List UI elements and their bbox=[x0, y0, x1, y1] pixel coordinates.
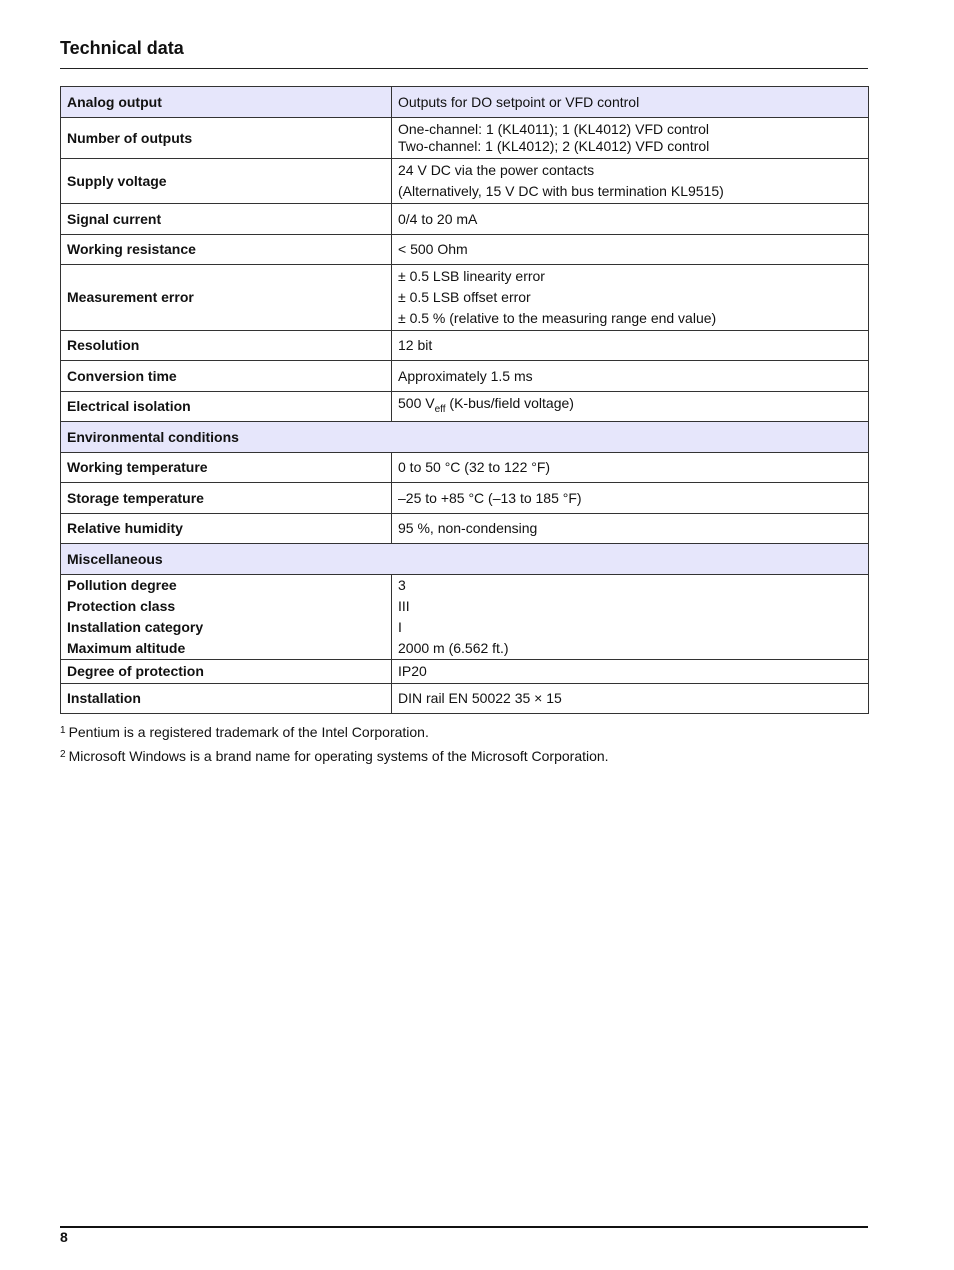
row-value: Approximately 1.5 ms bbox=[392, 361, 869, 392]
row-value: –25 to +85 °C (–13 to 185 °F) bbox=[392, 483, 869, 514]
table-row-analog-output bbox=[61, 87, 869, 118]
row-label: Working temperature bbox=[61, 453, 392, 483]
row-label: Conversion time bbox=[61, 361, 392, 392]
row-label: Supply voltage bbox=[61, 159, 392, 204]
value-line: III bbox=[398, 598, 410, 614]
value-line: I bbox=[398, 619, 402, 635]
row-label: Analog output bbox=[61, 87, 392, 118]
row-label: Number of outputs bbox=[61, 118, 392, 159]
table-row-supply-voltage bbox=[61, 159, 869, 204]
row-label: Working resistance bbox=[61, 235, 392, 265]
row-label: Degree of protection bbox=[61, 660, 392, 684]
row-value bbox=[392, 159, 869, 204]
row-value bbox=[392, 118, 869, 159]
table-row-conversion-time bbox=[61, 361, 869, 392]
row-value: DIN rail EN 50022 35 × 15 bbox=[392, 684, 869, 714]
row-value: 95 %, non-condensing bbox=[392, 514, 869, 544]
table-row-misc-group bbox=[61, 575, 869, 660]
row-value: IP20 bbox=[392, 660, 869, 684]
row-label: Electrical isolation bbox=[61, 392, 392, 422]
table-row-storage-temperature bbox=[61, 483, 869, 514]
label-line: Pollution degree bbox=[67, 577, 177, 593]
footer-divider bbox=[60, 1226, 868, 1228]
label-line: Installation category bbox=[67, 619, 204, 635]
value-line: One-channel: 1 (KL4011); 1 (KL4012) VFD control bbox=[398, 121, 710, 137]
title-divider bbox=[60, 68, 868, 69]
table-row-relative-humidity bbox=[61, 514, 869, 544]
row-label: Resolution bbox=[61, 331, 392, 361]
row-label: Storage temperature bbox=[61, 483, 392, 514]
value-line: (Alternatively, 15 V DC with bus termination KL9515) bbox=[398, 183, 724, 199]
table-row-electrical-isolation bbox=[61, 392, 869, 422]
table-row-working-resistance bbox=[61, 235, 869, 265]
table-row-working-temperature bbox=[61, 453, 869, 483]
row-label: Installation bbox=[61, 684, 392, 714]
value-line: Two-channel: 1 (KL4012); 2 (KL4012) VFD control bbox=[398, 138, 710, 154]
row-value: 12 bit bbox=[392, 331, 869, 361]
value-subscript: eff bbox=[434, 403, 446, 415]
table-row-resolution bbox=[61, 331, 869, 361]
value-line: ± 0.5 LSB linearity error bbox=[398, 268, 545, 284]
row-value: Outputs for DO setpoint or VFD control bbox=[392, 87, 869, 118]
footnote-text: Microsoft Windows is a brand name for operating systems of the Microsoft Corporation. bbox=[68, 748, 609, 764]
table-row-number-of-outputs bbox=[61, 118, 869, 159]
row-value: < 500 Ohm bbox=[392, 235, 869, 265]
page-title: Technical data bbox=[60, 38, 184, 58]
label-line: Maximum altitude bbox=[67, 640, 186, 656]
row-value: 0 to 50 °C (32 to 122 °F) bbox=[392, 453, 869, 483]
row-label: Measurement error bbox=[61, 265, 392, 331]
value-line: 2000 m (6.562 ft.) bbox=[398, 640, 509, 656]
row-label bbox=[61, 575, 392, 660]
value-prefix: 500 V bbox=[398, 395, 435, 412]
technical-data-table bbox=[60, 86, 869, 714]
table-row-installation bbox=[61, 684, 869, 714]
value-suffix: (K-bus/field voltage) bbox=[445, 395, 574, 412]
footnote bbox=[60, 748, 609, 764]
value-line: ± 0.5 LSB offset error bbox=[398, 289, 531, 305]
section-header: Miscellaneous bbox=[61, 544, 869, 575]
value-line: 3 bbox=[398, 577, 406, 593]
row-value bbox=[392, 392, 869, 422]
footnote-marker: 2 bbox=[60, 749, 66, 760]
table-row-degree-of-protection bbox=[61, 660, 869, 684]
section-row-miscellaneous bbox=[61, 544, 869, 575]
value-line: ± 0.5 % (relative to the measuring range end value) bbox=[398, 310, 717, 326]
table-row-signal-current bbox=[61, 204, 869, 235]
footnote-text: Pentium is a registered trademark of the Intel Corporation. bbox=[68, 724, 429, 740]
footnote-marker: 1 bbox=[60, 725, 66, 736]
section-header: Environmental conditions bbox=[61, 422, 869, 453]
row-label: Relative humidity bbox=[61, 514, 392, 544]
row-value bbox=[392, 575, 869, 660]
footnote bbox=[60, 724, 429, 740]
value-line: 24 V DC via the power contacts bbox=[398, 162, 595, 178]
row-value bbox=[392, 265, 869, 331]
page-number: 8 bbox=[60, 1229, 68, 1245]
row-value: 0/4 to 20 mA bbox=[392, 204, 869, 235]
table-row-measurement-error bbox=[61, 265, 869, 331]
label-line: Protection class bbox=[67, 598, 176, 614]
section-row-environmental bbox=[61, 422, 869, 453]
row-label: Signal current bbox=[61, 204, 392, 235]
